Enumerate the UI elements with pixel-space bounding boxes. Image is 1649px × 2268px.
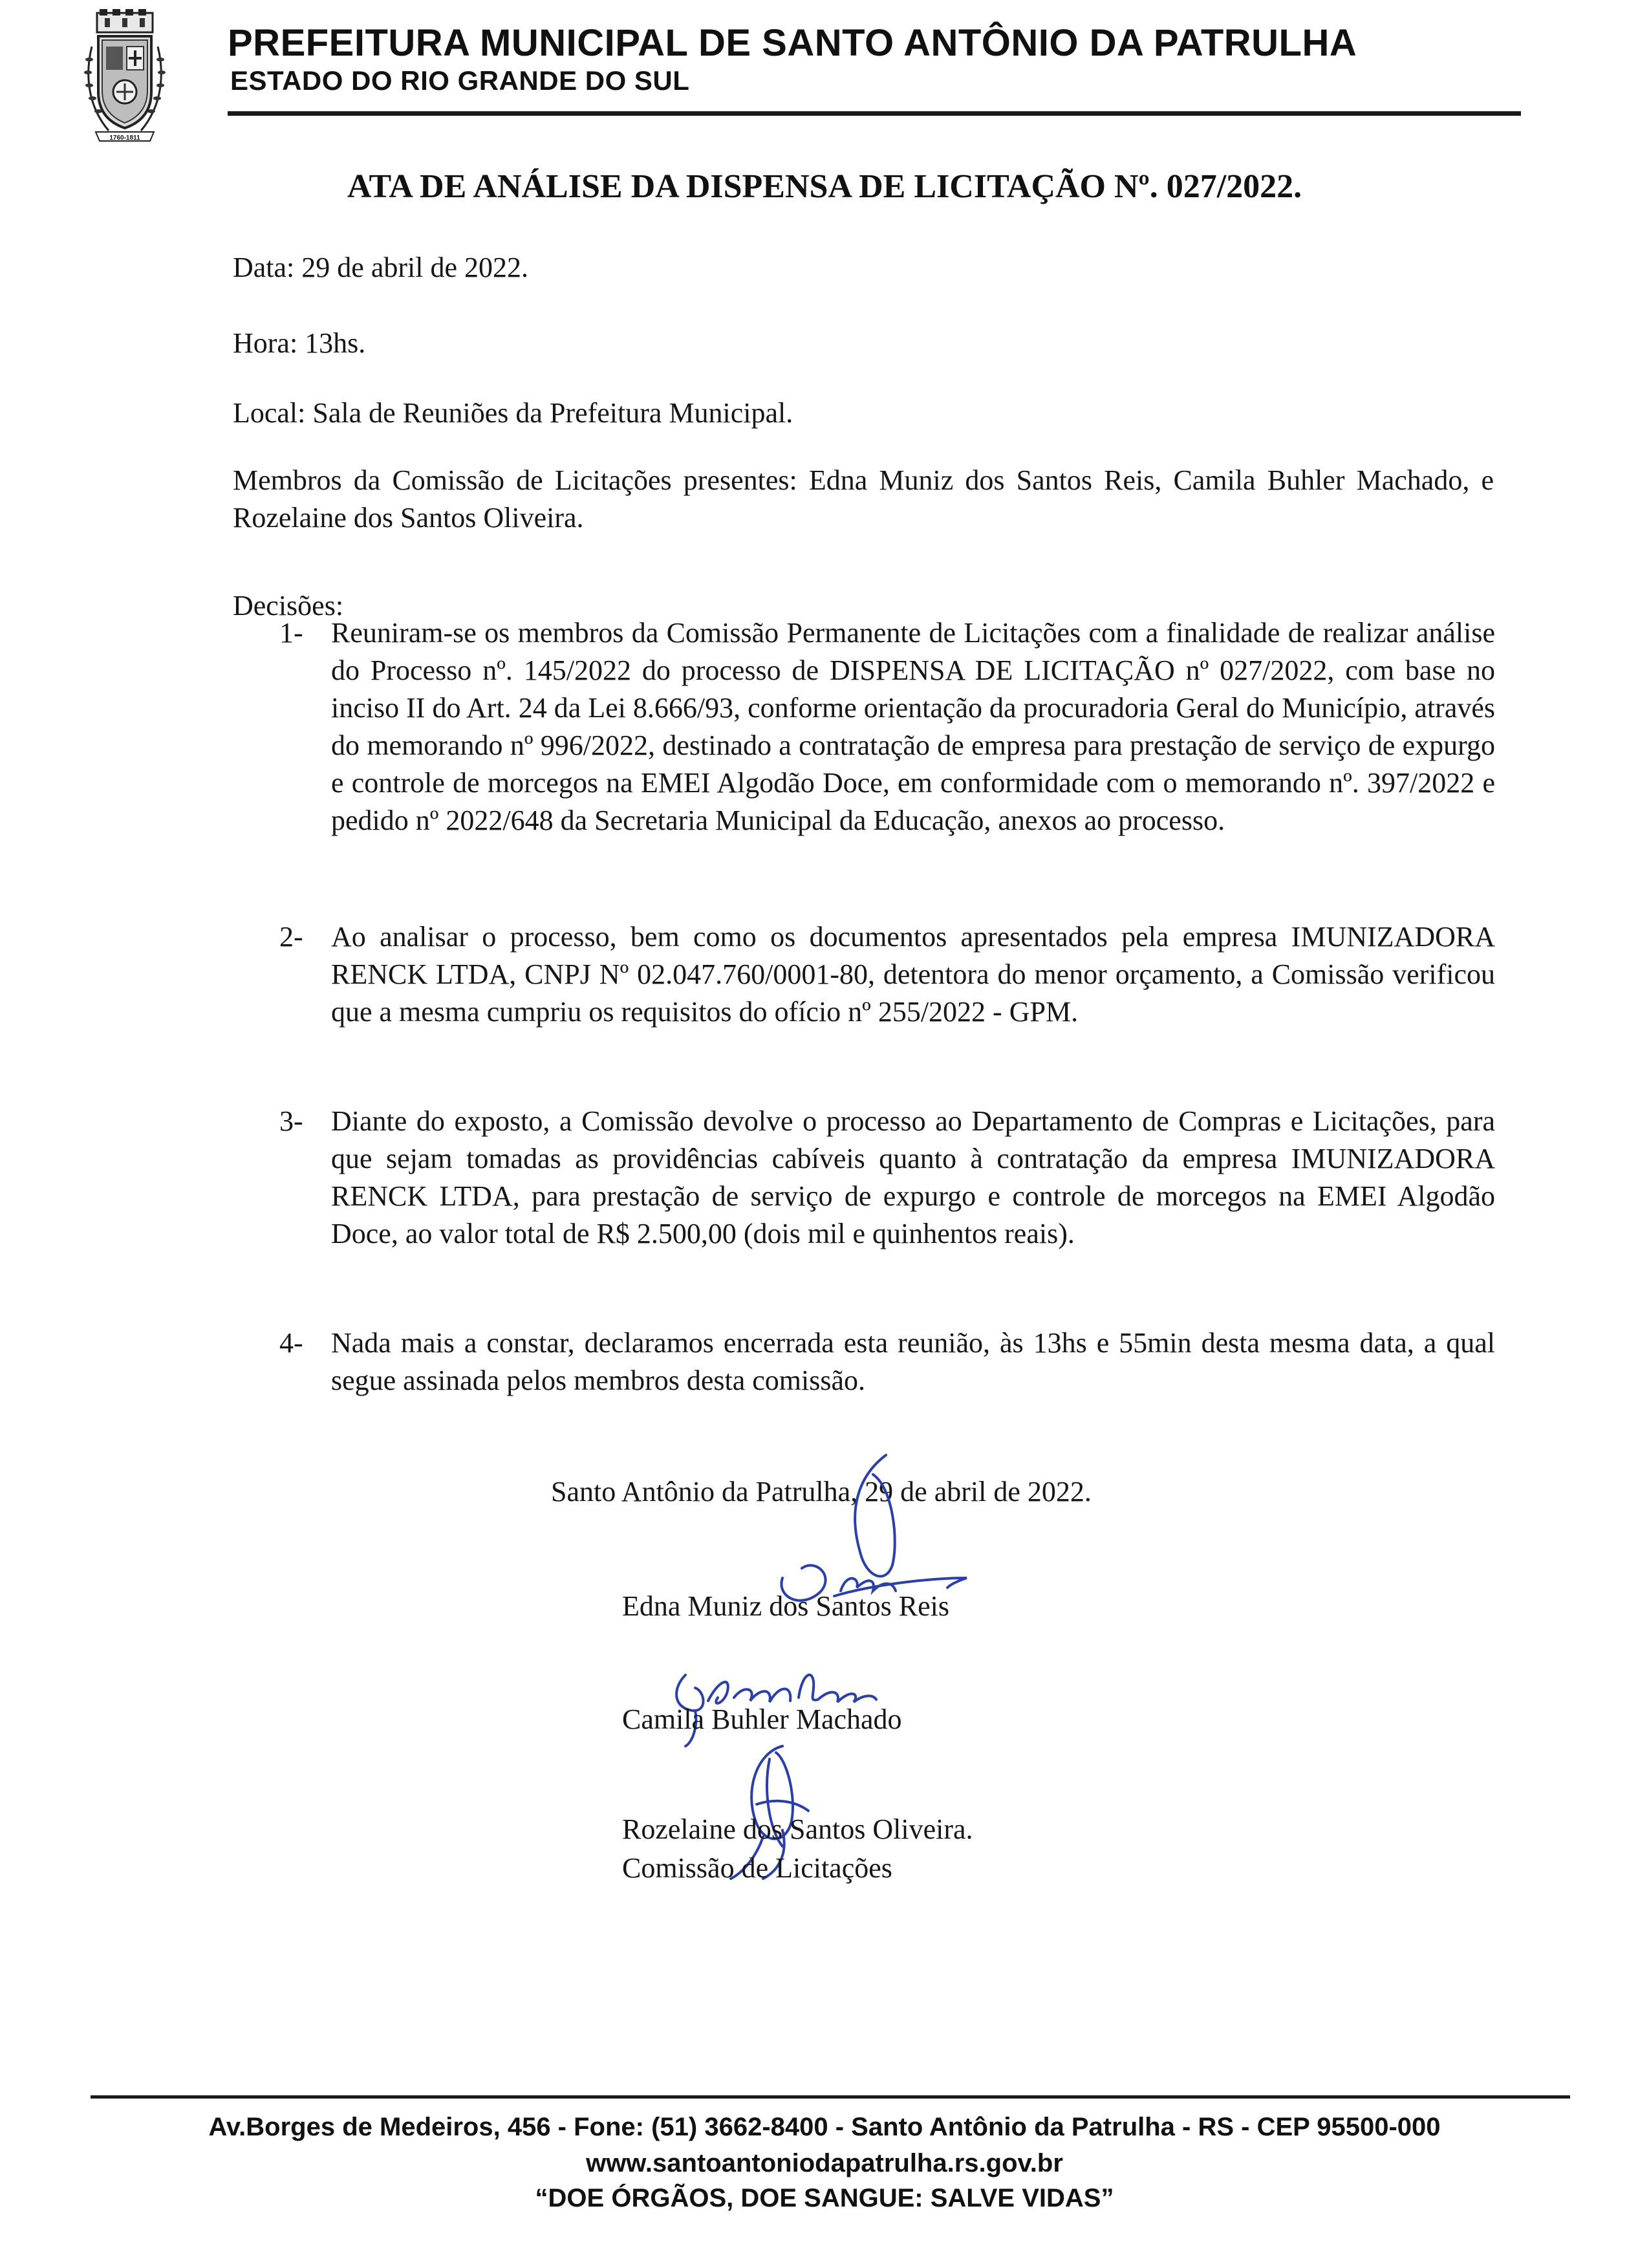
signer-name: Camila Buhler Machado [622, 1703, 902, 1735]
decision-number: 4- [279, 1327, 303, 1359]
decision-text: Reuniram-se os membros da Comissão Permanente de Licitações com a finalidade de realizar análise do Processo nº. 145/2022 do processo de DISPENSA DE LICITAÇÃO nº 027/2022, com base no inciso II do Art. 24 da Lei 8.666/93, conforme orientação da procuradoria Geral do Município, através do memorando nº 996/2022, destinado a contratação de empresa para prestação de serviço de expurgo e controle de morcegos na EMEI Algodão Doce, em conformidade com o memorando nº. 397/2022 e pedido nº 2022/648 da Secretaria Municipal da Educação, anexos ao processo. [331, 617, 1495, 836]
committee-name: Comissão de Licitações [622, 1852, 892, 1884]
decision-text: Nada mais a constar, declaramos encerrada esta reunião, às 13hs e 55min desta mesma data, a qual segue assinada pelos membros desta comissão. [331, 1327, 1495, 1396]
signer-name: Rozelaine dos Santos Oliveira. [622, 1813, 973, 1845]
decisions-label: Decisões: [233, 590, 344, 621]
place-and-date: Santo Antônio da Patrulha, 29 de abril de 2022. [551, 1476, 1092, 1507]
header-divider [228, 111, 1521, 116]
municipal-crest-icon [83, 8, 167, 147]
footer-slogan: “DOE ÓRGÃOS, DOE SANGUE: SALVE VIDAS” [535, 2184, 1114, 2212]
decision-text: Ao analisar o processo, bem como os documentos apresentados pela empresa IMUNIZADORA RENCK LTDA, CNPJ Nº 02.047.760/0001-80, detentora do menor orçamento, a Comissão verificou que a mesma cumpriu os requisitos do ofício nº 255/2022 - GPM. [331, 921, 1495, 1028]
municipality-title: PREFEITURA MUNICIPAL DE SANTO ANTÔNIO DA PATRULHA [228, 22, 1357, 64]
crest-year: 1760-1811 [109, 135, 140, 142]
footer-website: www.santoantoniodapatrulha.rs.gov.br [586, 2149, 1063, 2177]
location-line: Local: Sala de Reuniões da Prefeitura Municipal. [233, 397, 793, 429]
state-subtitle: ESTADO DO RIO GRANDE DO SUL [230, 65, 690, 96]
decision-number: 2- [279, 921, 303, 953]
signer-name: Edna Muniz dos Santos Reis [622, 1590, 949, 1622]
decision-text: Diante do exposto, a Comissão devolve o processo ao Departamento de Compras e Licitações, para que sejam tomadas as providências cabíveis quanto à contratação da empresa IMUNIZADORA RENCK LTDA, para prestação de serviço de expurgo e controle de morcegos na EMEI Algodão Doce, ao valor total de R$ 2.500,00 (dois mil e quinhentos reais). [331, 1105, 1495, 1249]
document-title: ATA DE ANÁLISE DA DISPENSA DE LICITAÇÃO Nº. 027/2022. [347, 168, 1302, 205]
footer-address: Av.Borges de Medeiros, 456 - Fone: (51) 3662-8400 - Santo Antônio da Patrulha - RS - CEP 95500-000 [208, 2113, 1441, 2141]
members-paragraph: Membros da Comissão de Licitações presentes: Edna Muniz dos Santos Reis, Camila Buhler Machado, e Rozelaine dos Santos Oliveira. [233, 464, 1494, 534]
footer-divider [91, 2095, 1570, 2099]
date-line: Data: 29 de abril de 2022. [233, 252, 528, 283]
decision-number: 1- [279, 617, 303, 649]
decision-number: 3- [279, 1105, 303, 1137]
time-line: Hora: 13hs. [233, 327, 366, 359]
